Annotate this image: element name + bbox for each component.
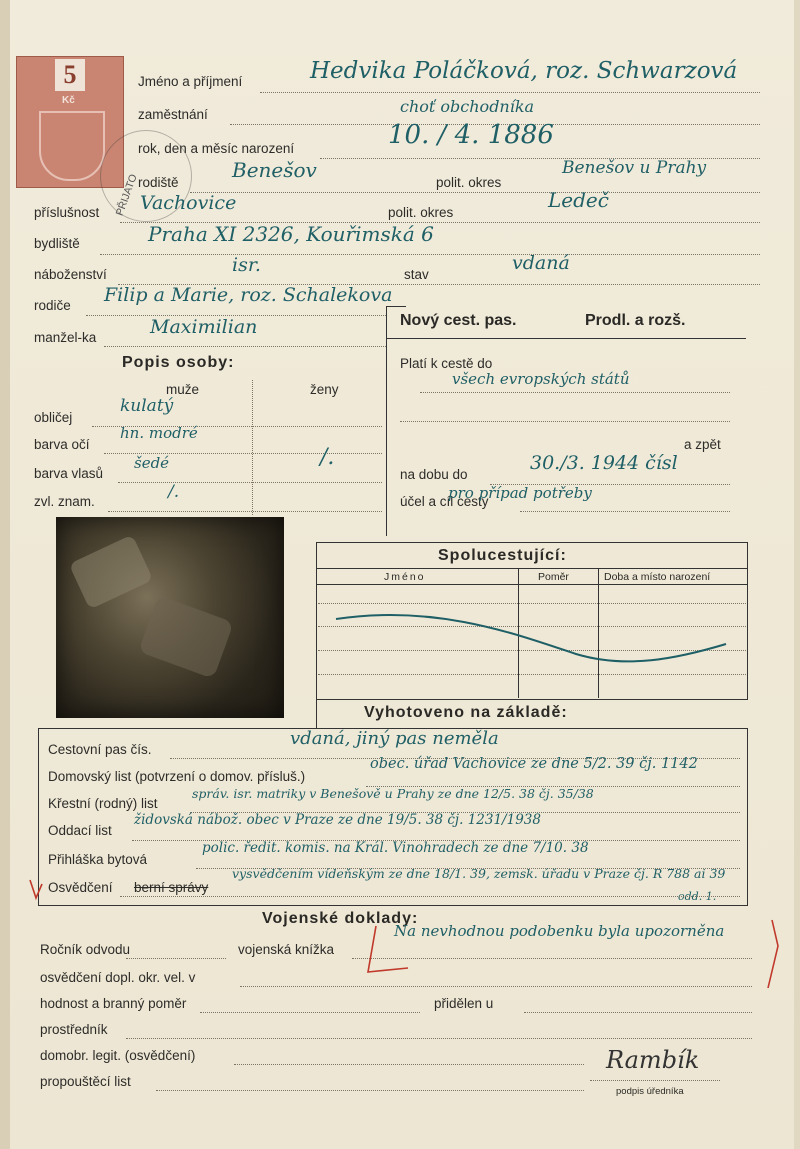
valid-label: Platí k cestě do [400, 356, 493, 371]
marks-label: zvl. znam. [34, 494, 95, 509]
dotted-line [126, 1038, 752, 1039]
dotted-line [118, 482, 382, 483]
signature-line [590, 1080, 720, 1081]
description-title: Popis osoby: [122, 354, 235, 371]
extension-title: Prodl. a rozš. [585, 312, 686, 329]
issued-row-label: Domovský list (potvrzení o domov. přísluš.) [48, 769, 306, 784]
male-column-label: muže [166, 382, 200, 397]
dotted-line [524, 1012, 752, 1013]
dotted-line [234, 1064, 584, 1065]
back-label: a zpět [684, 437, 721, 452]
dotted-line [190, 192, 760, 193]
dotted-line [108, 511, 382, 512]
residence-value: Praha XI 2326, Kouřimská 6 [148, 222, 434, 246]
issued-row-label: Cestovní pas čís. [48, 742, 152, 757]
dotted-line [100, 254, 760, 255]
military-legion-label: domobr. legit. (osvědčení) [40, 1048, 196, 1063]
parents-value: Filip a Marie, roz. Schalekova [104, 284, 393, 306]
military-book-label: vojenská knížka [238, 942, 335, 957]
district-label: polit. okres [388, 205, 454, 220]
paper-edge [0, 0, 10, 1149]
belonging-value: Vachovice [140, 192, 237, 214]
dotted-line [260, 92, 760, 93]
hair-label: barva vlasů [34, 466, 104, 481]
district-value: Ledeč [548, 188, 609, 212]
military-title: Vojenské doklady: [262, 910, 419, 927]
purpose-value: pro případ potřeby [448, 484, 592, 502]
col-relation-header: Poměr [538, 571, 569, 583]
new-passport-title: Nový cest. pas. [400, 312, 517, 329]
seal-text: PŘIJATO [113, 172, 140, 218]
issued-row-label: Osvědčení [48, 880, 113, 895]
spouse-label: manžel-ka [34, 330, 97, 345]
dotted-line [200, 1012, 420, 1013]
issued-title: Vyhotoveno na základě: [364, 704, 568, 721]
parents-label: rodiče [34, 298, 71, 313]
belonging-label: příslušnost [34, 205, 100, 220]
name-value: Hedvika Poláčková, roz. Schwarzová [310, 58, 738, 84]
female-description-mark: /. [320, 445, 335, 470]
issued-row-value: správ. isr. matriky v Benešově u Prahy ze dne 12/5. 38 čj. 35/38 [192, 786, 594, 801]
valid-value: všech evropských států [452, 370, 630, 388]
dotted-line [156, 1090, 584, 1091]
status-value: vdaná [512, 252, 570, 274]
face-value: kulatý [120, 396, 174, 416]
red-check-mark [26, 876, 46, 904]
col-birth-header: Doba a místo narození [604, 571, 711, 583]
birth-label: rok, den a měsíc narození [138, 141, 295, 156]
military-assigned-label: přidělen u [434, 996, 494, 1011]
duration-label: na dobu do [400, 467, 468, 482]
name-label: Jméno a příjmení [138, 74, 243, 89]
military-middle-label: prostředník [40, 1022, 108, 1037]
birthplace-value: Benešov [232, 158, 317, 182]
female-column-label: ženy [310, 382, 339, 397]
coat-of-arms-icon [39, 111, 105, 181]
dotted-line [120, 896, 740, 897]
issued-row-label: Křestní (rodný) list [48, 796, 158, 811]
companions-title: Spolucestující: [438, 547, 567, 564]
purpose-label: účel a cíl cesty [400, 494, 489, 509]
column-divider [252, 380, 253, 515]
red-brackets [364, 916, 784, 996]
photo-highlight [138, 595, 234, 679]
spouse-value: Maximilian [150, 316, 258, 338]
box-connector [316, 698, 317, 728]
signature-caption: podpis úředníka [616, 1086, 684, 1097]
dotted-line [126, 958, 226, 959]
issued-row-value: židovská nábož. obec v Praze ze dne 19/5. 38 čj. 1231/1938 [134, 812, 541, 828]
religion-value: isr. [232, 254, 261, 276]
residence-label: bydliště [34, 236, 80, 251]
dotted-line [240, 986, 752, 987]
issued-row-value: obec. úřad Vachovice ze dne 5/2. 39 čj. 1142 [370, 756, 698, 772]
eyes-value: hn. modré [120, 424, 198, 442]
status-label: stav [404, 267, 429, 282]
marks-value: /. [168, 482, 180, 502]
birth-value: 10. / 4. 1886 [388, 120, 554, 150]
passport-box-border [386, 306, 406, 307]
military-year-label: Ročník odvodu [40, 942, 131, 957]
district-label: polit. okres [436, 175, 502, 190]
issued-row-value: vysvědčením vídeňským ze dne 18/1. 39, zemsk. úřadu v Praze čj. R 788 ai 39 [232, 866, 726, 881]
eyes-label: barva očí [34, 437, 90, 452]
official-signature: Rambík [606, 1046, 700, 1074]
dotted-line [520, 511, 730, 512]
table-rule [316, 568, 748, 569]
occupation-label: zaměstnání [138, 107, 208, 122]
district-value: Benešov u Prahy [562, 158, 707, 178]
stamp-value: 5 [55, 59, 85, 91]
photo-highlight [69, 535, 154, 610]
religion-label: náboženství [34, 267, 107, 282]
issued-row-label: Přihláška bytová [48, 852, 148, 867]
military-rank-label: hodnost a branný poměr [40, 996, 187, 1011]
stamp-currency: Kč [62, 95, 75, 106]
dotted-line [420, 392, 730, 393]
duration-value: 30./3. 1944 čísl [530, 452, 678, 474]
military-cert-label: osvědčení dopl. okr. vel. v [40, 970, 196, 985]
issued-row-label: Oddací list [48, 823, 112, 838]
hair-value: šedé [134, 454, 170, 472]
dotted-line [400, 421, 730, 422]
passport-box-border [386, 306, 387, 536]
dotted-line [104, 346, 386, 347]
cancel-stroke [316, 584, 748, 698]
occupation-value: choť obchodníka [400, 97, 535, 116]
birthplace-label: rodiště [138, 175, 179, 190]
face-label: obličej [34, 410, 73, 425]
paper-edge [794, 0, 800, 1149]
portrait-photo [56, 517, 284, 718]
passport-box-border [386, 338, 746, 339]
struck-label: berní správy [134, 880, 209, 895]
military-discharge-label: propouštěcí list [40, 1074, 131, 1089]
military-book-note: Na nevhodnou podobenku byla upozorněna [394, 922, 725, 940]
col-name-header: Jméno [384, 571, 426, 583]
issued-row-value: vdaná, jiný pas neměla [290, 728, 499, 749]
issued-row-value: polic. ředit. komis. na Král. Vinohradech ze dne 7/10. 38 [202, 840, 589, 856]
issued-row-extra: odd. 1. [678, 890, 717, 903]
